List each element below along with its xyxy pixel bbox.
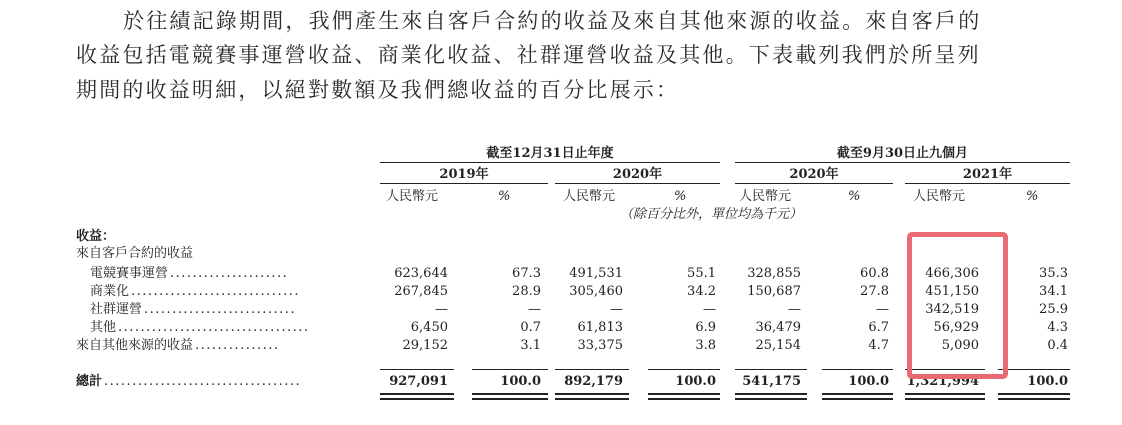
total-double-rule-4a [648,393,720,395]
unit-note: （除百分比外，單位均為千元） [620,207,803,222]
total-top-rule-1 [380,369,454,370]
row-value: 28.9 [512,284,541,299]
row-value: 623,644 [394,266,448,281]
row-value: 3.8 [695,338,716,353]
total-double-rule-3a [555,393,629,395]
row-value: 4.7 [868,338,889,353]
row-value: 100.0 [1027,374,1068,389]
total-top-rule-2 [472,369,548,370]
row-value: — [528,302,541,317]
row-value: 25,154 [755,338,801,353]
row-label: 社群運營 [90,302,143,317]
year-rule-2 [555,183,720,184]
row-value: 61,813 [577,320,623,335]
paragraph-line-1: 於往績記錄期間，我們產生來自客戶合約的收益及來自其他來源的收益。來自客戶的 [123,9,982,33]
row-value: 1,321,994 [906,374,979,389]
row-value: 328,855 [747,266,801,281]
row-leader-dots: ................................... [104,374,302,389]
row-value: 466,306 [925,266,979,281]
row-value: 29,152 [402,338,448,353]
highlight-box [907,232,1008,379]
row-value: 3.1 [520,338,541,353]
row-value: 60.8 [860,266,889,281]
total-double-rule-1b [380,398,454,400]
row-leader-dots: ............... [195,338,280,353]
total-top-rule-6 [822,369,893,370]
row-value: 34.1 [1039,284,1068,299]
unit-pct-3: % [848,189,861,204]
row-value: 34.2 [687,284,716,299]
year-header-1: 2019年 [439,167,489,182]
row-label: 總計 [76,374,103,389]
row-label: 商業化 [90,284,130,299]
row-value: 491,531 [569,266,623,281]
row-label: 其他 [90,320,117,335]
total-double-rule-1a [380,393,454,395]
unit-rmb-1: 人民幣元 [386,189,439,204]
row-label: 電競賽事運營 [90,266,169,281]
group-header-nine-months: 截至9月30日止九個月 [836,146,969,161]
row-leader-dots: ..................... [170,266,289,281]
year-header-4: 2021年 [962,167,1013,182]
row-value: 267,845 [394,284,448,299]
year-header-3: 2020年 [789,167,839,182]
total-double-rule-6b [822,398,893,400]
row-leader-dots: .................................. [118,320,310,335]
year-header-2: 2020年 [612,167,663,182]
row-value: — [435,302,448,317]
row-leader-dots: .............................. [131,284,300,299]
year-rule-4 [905,183,1070,184]
row-value: 67.3 [512,266,541,281]
subsection-label-customer-contracts: 來自客戶合約的收益 [76,246,194,261]
unit-rmb-4: 人民幣元 [913,189,966,204]
unit-rmb-2: 人民幣元 [563,189,616,204]
row-value: 6.7 [868,320,889,335]
year-rule-1 [380,183,548,184]
row-value: 6,450 [410,320,448,335]
row-value: 100.0 [848,374,889,389]
row-value: 927,091 [389,374,448,389]
row-value: — [788,302,801,317]
total-double-rule-5a [735,393,807,395]
row-value: 36,479 [755,320,801,335]
total-double-rule-2a [472,393,548,395]
row-leader-dots: ........................... [144,302,297,317]
total-double-rule-8a [998,393,1070,395]
row-value: 27.8 [860,284,889,299]
group-header-year: 截至12月31日止年度 [486,146,614,161]
row-value: 305,460 [569,284,623,299]
row-value: 100.0 [675,374,716,389]
row-value: 342,519 [925,302,979,317]
total-top-rule-3 [555,369,629,370]
total-double-rule-5b [735,398,807,400]
row-value: 6.9 [695,320,716,335]
row-value: 541,175 [742,374,801,389]
total-top-rule-5 [735,369,807,370]
paragraph-line-3: 期間的收益明細，以絕對數額及我們總收益的百分比展示： [76,78,680,102]
total-top-rule-8 [998,369,1070,370]
total-double-rule-7a [905,393,985,395]
year-rule-3 [735,183,893,184]
row-value: 892,179 [564,374,623,389]
row-value: 55.1 [687,266,716,281]
row-value: 33,375 [577,338,623,353]
section-label-revenue: 收益： [76,229,116,244]
row-value: 150,687 [747,284,801,299]
row-value: — [703,302,716,317]
row-value: 0.7 [520,320,541,335]
total-double-rule-6a [822,393,893,395]
unit-pct-4: % [1026,189,1039,204]
group-rule-1 [380,162,720,163]
total-double-rule-4b [648,398,720,400]
total-top-rule-4 [648,369,720,370]
row-value: — [610,302,623,317]
row-value: 5,090 [941,338,979,353]
total-double-rule-3b [555,398,629,400]
row-value: 4.3 [1047,320,1068,335]
row-value: — [876,302,889,317]
paragraph-line-2: 收益包括電競賽事運營收益、商業化收益、社群運營收益及其他。下表載列我們於所呈列 [76,43,981,67]
row-label: 來自其他來源的收益 [76,338,194,353]
row-value: 25.9 [1039,302,1068,317]
unit-rmb-3: 人民幣元 [739,189,792,204]
unit-pct-2: % [674,189,687,204]
row-value: 35.3 [1039,266,1068,281]
total-double-rule-2b [472,398,548,400]
row-value: 0.4 [1047,338,1068,353]
row-value: 100.0 [500,374,541,389]
unit-pct-1: % [498,189,511,204]
row-value: 56,929 [933,320,979,335]
total-double-rule-7b [905,398,985,400]
group-rule-2 [735,162,1070,163]
row-value: 451,150 [925,284,979,299]
total-double-rule-8b [998,398,1070,400]
